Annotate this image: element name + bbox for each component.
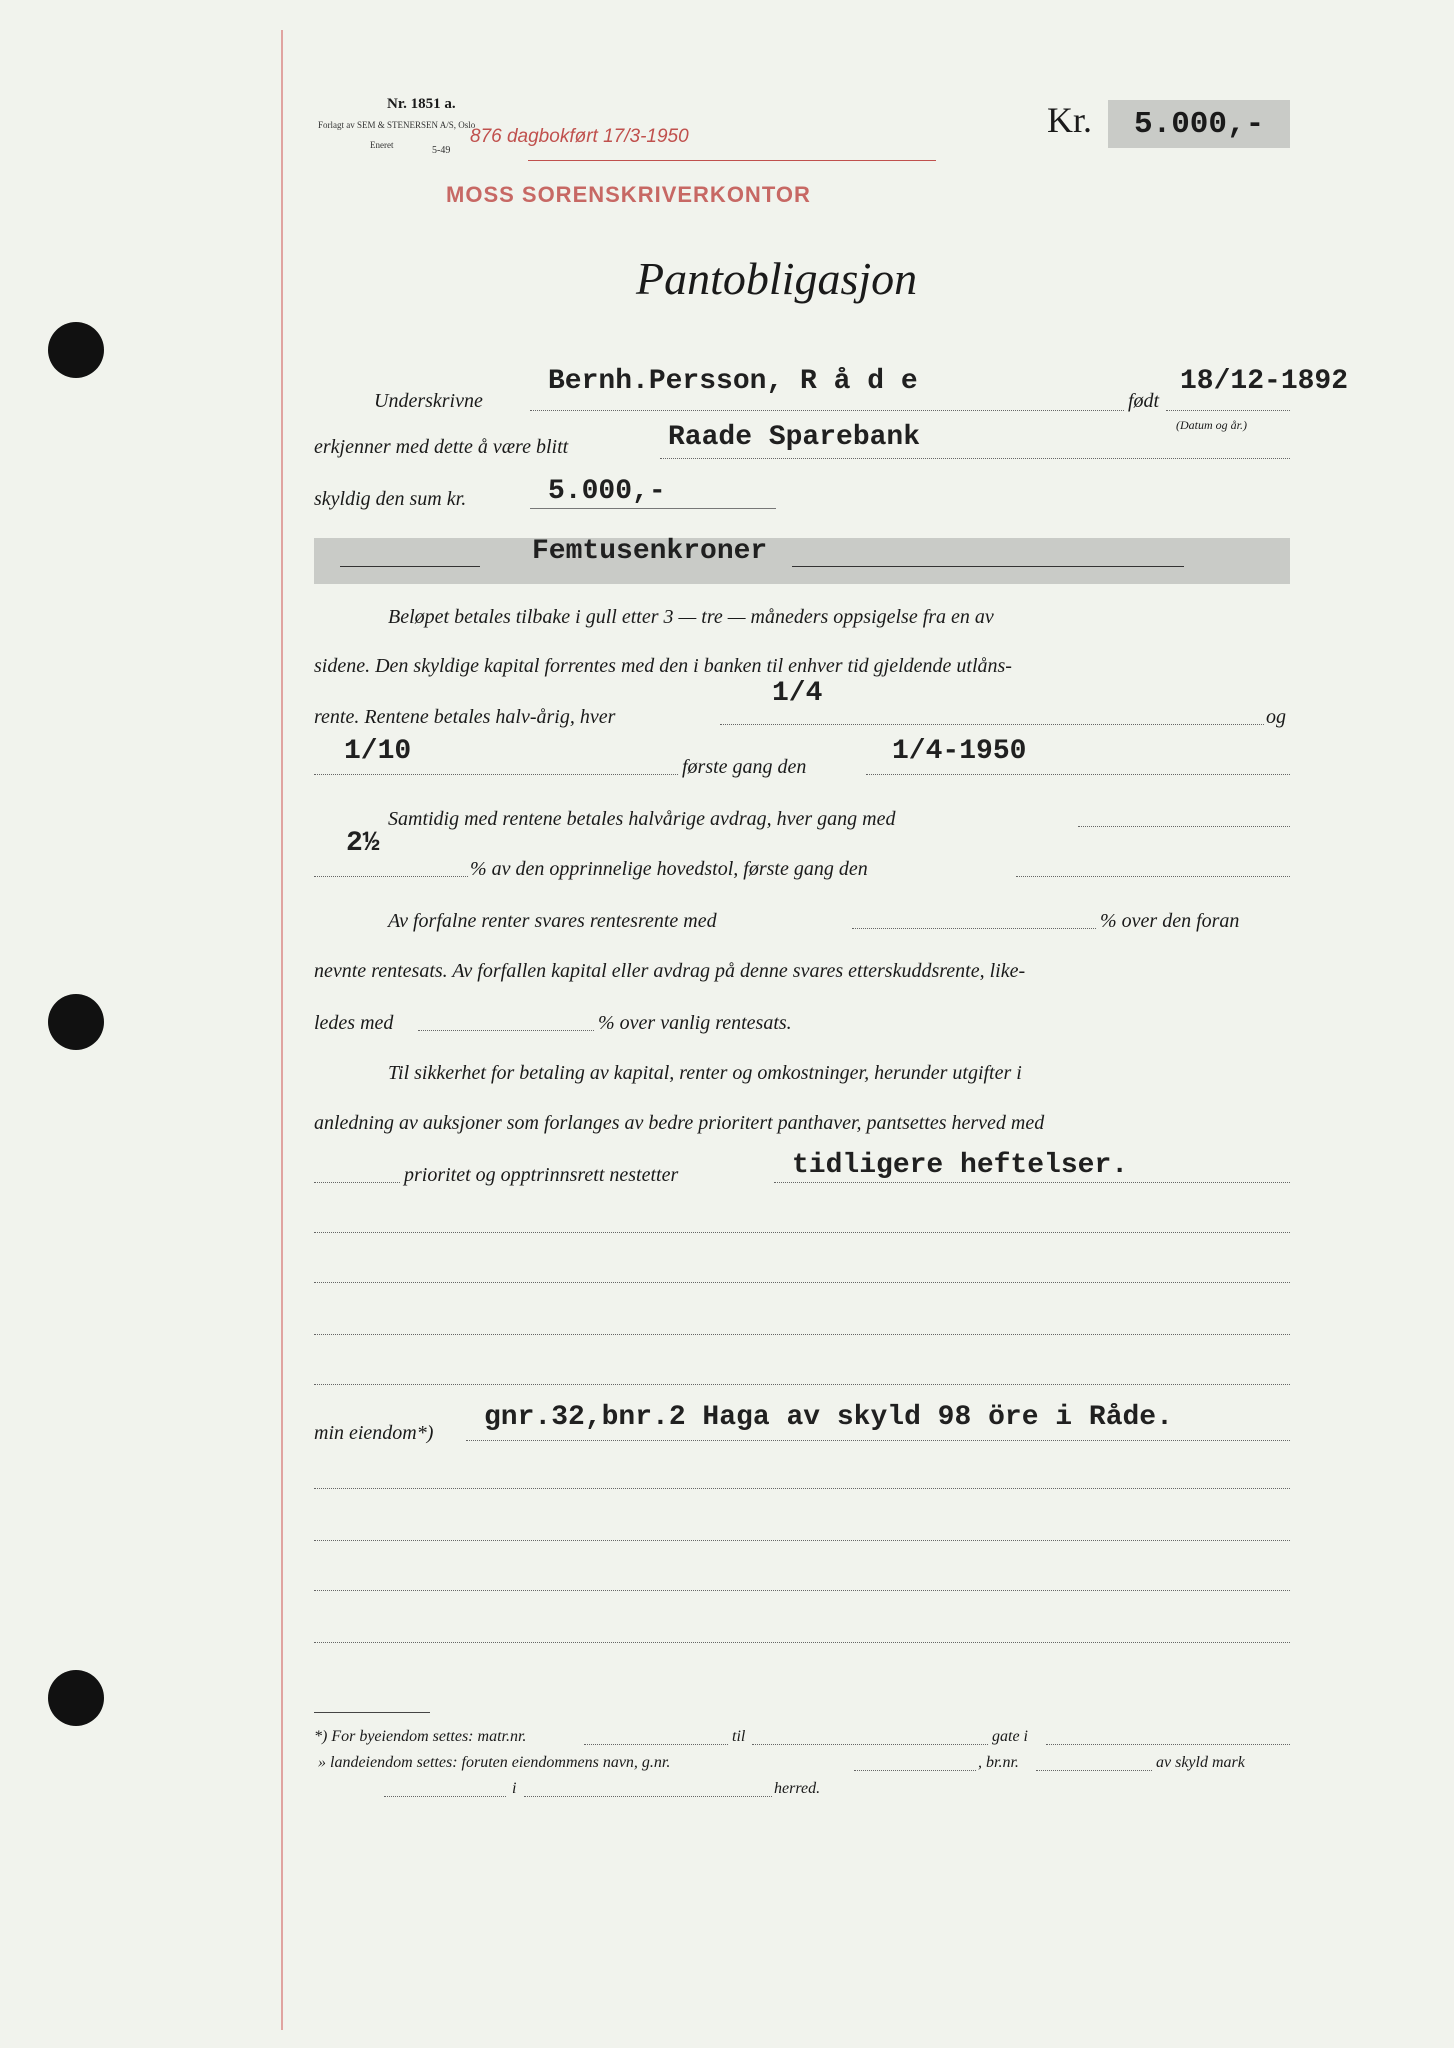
sum-line xyxy=(530,508,776,509)
footnote-rule xyxy=(314,1712,430,1713)
footnote-line2a: » landeiendom settes: foruten eiendommens navn, g.nr. xyxy=(318,1754,671,1771)
blank-line xyxy=(314,1540,1290,1541)
publisher-eneret: Eneret xyxy=(370,140,394,150)
debtor-line xyxy=(530,410,1124,411)
punch-hole-bottom xyxy=(48,1670,104,1726)
amount-value: 5.000,- xyxy=(1134,107,1265,142)
fodt-line xyxy=(1166,410,1290,411)
interest-date-2: 1/10 xyxy=(344,736,412,767)
avdrag-line-1 xyxy=(1078,826,1290,827)
footnote-line3a: i xyxy=(512,1780,517,1797)
priority-value: tidligere heftelser. xyxy=(792,1150,1129,1181)
datum-hint: (Datum og år.) xyxy=(1176,418,1247,432)
day-book-stamp: 876 dagbokført 17/3-1950 xyxy=(470,126,689,147)
band-dash-left xyxy=(340,566,480,567)
para3-pct: % over den foran xyxy=(1100,910,1240,932)
form-number: Nr. 1851 a. xyxy=(387,96,456,112)
blank-line xyxy=(314,1488,1290,1489)
interest-date-1: 1/4 xyxy=(772,678,823,709)
para4-line1: Til sikkerhet for betaling av kapital, renter og omkostninger, herunder utgifter i xyxy=(388,1062,1022,1084)
para4-line2: anledning av auksjoner som forlanges av bedre prioritert panthaver, pantsettes herved med xyxy=(314,1112,1045,1134)
footnote-dots xyxy=(1036,1770,1152,1771)
avdrag-line-3 xyxy=(1016,876,1290,877)
footnote-dots xyxy=(524,1796,772,1797)
amount-in-words: Femtusenkroner xyxy=(532,536,768,567)
footnote-line2c: av skyld mark xyxy=(1156,1754,1245,1771)
para3-line3a: ledes med xyxy=(314,1012,394,1034)
property-value: gnr.32,bnr.2 Haga av skyld 98 öre i Råde. xyxy=(484,1402,1173,1433)
blank-line xyxy=(314,1384,1290,1385)
creditor-name: Raade Sparebank xyxy=(668,422,921,453)
publisher-line: Forlagt av SEM & STENERSEN A/S, Oslo xyxy=(318,120,476,130)
footnote-line1b: til xyxy=(732,1728,746,1745)
para2-line1: Samtidig med rentene betales halvårige avdrag, hver gang med xyxy=(388,808,896,830)
rentesrente-line xyxy=(852,928,1096,929)
blank-line xyxy=(314,1232,1290,1233)
fodt-label: født xyxy=(1128,390,1160,412)
blank-line xyxy=(314,1334,1290,1335)
para2-line2: % av den opprinnelige hovedstol, første gang den xyxy=(470,858,868,880)
para1-line2: sidene. Den skyldige kapital forrentes med den i banken til enhver tid gjeldende utlåns- xyxy=(314,655,1012,677)
forste-gang-label: første gang den xyxy=(682,756,807,778)
footnote-dots xyxy=(384,1796,506,1797)
footnote-dots xyxy=(1046,1744,1290,1745)
footnote-line3b: herred. xyxy=(774,1780,821,1797)
birth-date: 18/12-1892 xyxy=(1180,366,1349,397)
first-interest-line xyxy=(866,774,1290,775)
stamp-underline xyxy=(528,160,936,161)
debtor-name: Bernh.Persson, R å d e xyxy=(548,366,918,397)
document-title: Pantobligasjon xyxy=(636,253,918,304)
footnote-line1a: *) For byeiendom settes: matr.nr. xyxy=(314,1728,527,1745)
para3-line1: Av forfalne renter svares rentesrente med xyxy=(388,910,717,932)
para1-line3: rente. Rentene betales halv-årig, hver xyxy=(314,706,616,728)
erkjenner-label: erkjenner med dette å være blitt xyxy=(314,436,569,458)
property-line xyxy=(466,1440,1290,1441)
blank-line xyxy=(314,1590,1290,1591)
para3-line2: nevnte rentesats. Av forfallen kapital eller avdrag på denne svares etterskuddsrente, like- xyxy=(314,960,1026,982)
footnote-line2b: , br.nr. xyxy=(978,1754,1019,1771)
para1-line1: Beløpet betales tilbake i gull etter 3 — tre — måneders oppsigelse fra en av xyxy=(388,606,994,628)
prioritet-line-left xyxy=(314,1182,400,1183)
punch-hole-top xyxy=(48,322,104,378)
band-dash-right xyxy=(792,566,1184,567)
print-code: 5-49 xyxy=(432,145,451,156)
first-interest-date: 1/4-1950 xyxy=(892,736,1027,767)
punch-hole-middle xyxy=(48,994,104,1050)
blank-line xyxy=(314,1282,1290,1283)
para3-line3b: % over vanlig rentesats. xyxy=(598,1012,792,1034)
interest-line-1 xyxy=(720,724,1264,725)
footnote-line1c: gate i xyxy=(992,1728,1028,1745)
prioritet-line-right xyxy=(774,1182,1290,1183)
sum-value: 5.000,- xyxy=(548,476,666,507)
blank-line xyxy=(314,1642,1290,1643)
creditor-line xyxy=(660,458,1290,459)
amount-label: Kr. xyxy=(1047,100,1092,140)
og-word: og xyxy=(1266,706,1286,728)
red-margin-line xyxy=(281,30,283,2030)
installment-value: 2½ xyxy=(346,828,380,859)
etterskudd-line xyxy=(418,1030,594,1031)
underskrivne-label: Underskrivne xyxy=(374,390,483,412)
office-stamp: MOSS SORENSKRIVERKONTOR xyxy=(446,182,811,207)
eiendom-label: min eiendom*) xyxy=(314,1422,434,1444)
amount-words-band xyxy=(314,538,1290,584)
footnote-dots xyxy=(584,1744,728,1745)
skyldig-label: skyldig den sum kr. xyxy=(314,488,467,510)
para4-line3: prioritet og opptrinnsrett nestetter xyxy=(404,1164,679,1186)
avdrag-line-2 xyxy=(314,876,468,877)
footnote-dots xyxy=(854,1770,976,1771)
interest-line-2 xyxy=(314,774,678,775)
footnote-dots xyxy=(752,1744,988,1745)
